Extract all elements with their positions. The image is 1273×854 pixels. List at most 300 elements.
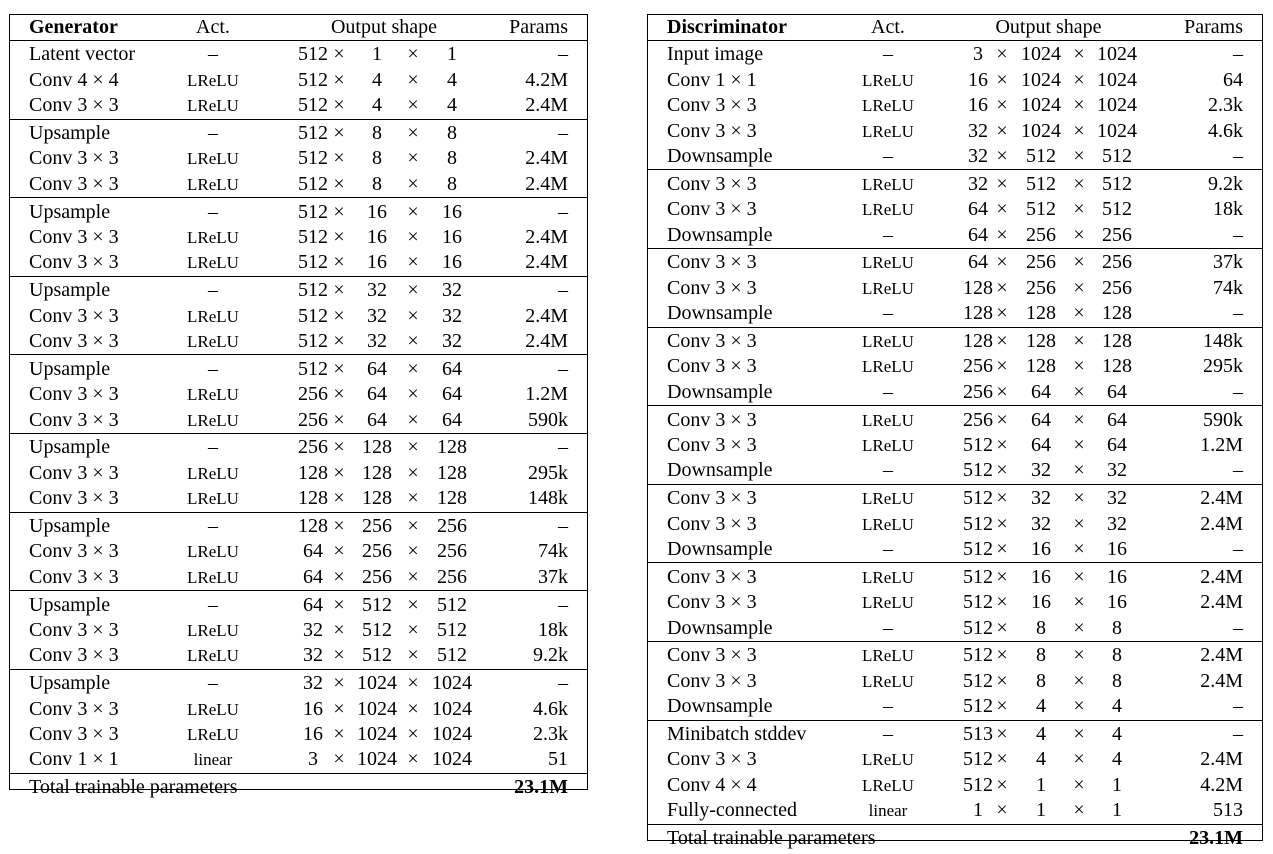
times-symbol: × bbox=[1073, 302, 1085, 325]
times-symbol: × bbox=[1073, 459, 1085, 482]
activation: LReLU bbox=[862, 489, 914, 509]
params-value: 74k bbox=[538, 540, 568, 563]
layer-name: Conv 3 × 3 bbox=[29, 172, 119, 195]
layer-name: Upsample bbox=[29, 279, 111, 302]
params-value: – bbox=[1233, 538, 1243, 560]
table-row bbox=[10, 304, 587, 329]
table-row bbox=[648, 276, 1262, 301]
table-row bbox=[10, 697, 587, 722]
shape-height: 1024 bbox=[357, 697, 397, 720]
group-rule bbox=[10, 40, 587, 41]
shape-channels: 512 bbox=[298, 122, 328, 144]
activation: linear bbox=[193, 750, 233, 770]
shape-height: 1024 bbox=[1021, 119, 1061, 142]
params-value: 2.4M bbox=[525, 147, 568, 170]
table-row bbox=[648, 669, 1262, 694]
table-row bbox=[648, 565, 1262, 590]
times-symbol: × bbox=[333, 515, 345, 537]
table-row bbox=[10, 121, 587, 146]
params-value: – bbox=[1233, 145, 1243, 167]
shape-height: 256 bbox=[362, 540, 392, 563]
shape-width: 64 bbox=[1107, 434, 1127, 456]
times-symbol: × bbox=[407, 540, 419, 563]
shape-channels: 512 bbox=[298, 226, 328, 248]
activation: LReLU bbox=[187, 621, 239, 640]
times-symbol: × bbox=[1073, 565, 1085, 588]
activation: LReLU bbox=[862, 436, 914, 455]
shape-height: 16 bbox=[367, 251, 387, 274]
params-value: 74k bbox=[1213, 276, 1243, 299]
shape-height: 512 bbox=[1026, 145, 1056, 167]
shape-channels: 64 bbox=[968, 198, 988, 221]
shape-width: 128 bbox=[437, 487, 467, 510]
shape-height: 8 bbox=[372, 122, 382, 144]
params-value: 64 bbox=[1223, 68, 1243, 91]
total-value: 23.1M bbox=[1189, 826, 1243, 849]
layer-name: Conv 3 × 3 bbox=[29, 461, 119, 484]
layer-name: Conv 1 × 1 bbox=[29, 748, 119, 771]
times-symbol: × bbox=[333, 357, 345, 380]
table-row bbox=[648, 93, 1262, 118]
times-symbol: × bbox=[996, 355, 1008, 378]
activation: – bbox=[883, 145, 893, 167]
shape-width: 1 bbox=[1112, 773, 1122, 796]
shape-height: 64 bbox=[367, 357, 387, 380]
params-value: – bbox=[1233, 302, 1243, 325]
group-rule bbox=[648, 169, 1262, 170]
times-symbol: × bbox=[407, 593, 419, 616]
times-symbol: × bbox=[1073, 512, 1085, 535]
times-symbol: × bbox=[1073, 276, 1085, 299]
layer-name: Downsample bbox=[667, 223, 773, 246]
params-value: 2.4M bbox=[525, 226, 568, 248]
times-symbol: × bbox=[1073, 644, 1085, 667]
activation: LReLU bbox=[862, 750, 914, 770]
table-row bbox=[648, 537, 1262, 562]
shape-height: 1024 bbox=[1021, 68, 1061, 91]
times-symbol: × bbox=[1073, 591, 1085, 614]
header-act: Act. bbox=[196, 16, 230, 38]
shape-width: 512 bbox=[1102, 172, 1132, 195]
activation: LReLU bbox=[862, 174, 914, 194]
total-label: Total trainable parameters bbox=[667, 826, 876, 849]
shape-width: 4 bbox=[1112, 723, 1122, 745]
table-row bbox=[648, 68, 1262, 93]
table-row bbox=[648, 433, 1262, 458]
params-value: 2.4M bbox=[1200, 591, 1243, 614]
shape-height: 16 bbox=[367, 200, 387, 223]
activation: LReLU bbox=[187, 463, 239, 483]
params-value: 9.2k bbox=[1208, 172, 1243, 195]
shape-width: 1 bbox=[447, 43, 457, 66]
table-row bbox=[648, 694, 1262, 719]
shape-width: 256 bbox=[437, 540, 467, 563]
shape-channels: 513 bbox=[963, 723, 993, 745]
shape-width: 512 bbox=[437, 619, 467, 641]
total-rule bbox=[10, 773, 587, 774]
shape-width: 1024 bbox=[1097, 43, 1137, 66]
generator-table bbox=[9, 14, 588, 798]
shape-channels: 256 bbox=[963, 380, 993, 403]
activation: – bbox=[883, 43, 893, 66]
times-symbol: × bbox=[1073, 119, 1085, 142]
shape-channels: 512 bbox=[298, 357, 328, 380]
table-row bbox=[648, 119, 1262, 144]
activation: – bbox=[208, 515, 218, 537]
layer-name: Downsample bbox=[667, 302, 773, 325]
times-symbol: × bbox=[1073, 68, 1085, 91]
shape-channels: 256 bbox=[963, 408, 993, 431]
activation: – bbox=[208, 279, 218, 302]
shape-height: 256 bbox=[1026, 276, 1056, 299]
shape-channels: 32 bbox=[303, 644, 323, 667]
activation: LReLU bbox=[187, 332, 239, 351]
times-symbol: × bbox=[996, 565, 1008, 588]
layer-name: Conv 3 × 3 bbox=[29, 644, 119, 667]
shape-channels: 256 bbox=[298, 408, 328, 431]
layer-name: Conv 3 × 3 bbox=[667, 330, 757, 352]
times-symbol: × bbox=[333, 330, 345, 352]
table-row bbox=[10, 146, 587, 171]
times-symbol: × bbox=[407, 304, 419, 327]
times-symbol: × bbox=[407, 251, 419, 274]
shape-channels: 512 bbox=[298, 200, 328, 223]
table-row bbox=[648, 197, 1262, 222]
times-symbol: × bbox=[333, 251, 345, 274]
params-value: – bbox=[1233, 380, 1243, 403]
header-row bbox=[648, 15, 1262, 40]
shape-width: 1024 bbox=[432, 672, 472, 695]
activation: LReLU bbox=[862, 278, 914, 298]
layer-name: Conv 3 × 3 bbox=[667, 487, 757, 510]
shape-height: 32 bbox=[367, 304, 387, 327]
params-value: 2.4M bbox=[525, 94, 568, 117]
times-symbol: × bbox=[333, 304, 345, 327]
times-symbol: × bbox=[996, 145, 1008, 167]
shape-height: 256 bbox=[1026, 223, 1056, 246]
layer-name: Conv 3 × 3 bbox=[29, 619, 119, 641]
params-value: 4.6k bbox=[1208, 119, 1243, 142]
times-symbol: × bbox=[333, 43, 345, 66]
shape-channels: 512 bbox=[963, 434, 993, 456]
times-symbol: × bbox=[333, 383, 345, 406]
times-symbol: × bbox=[1073, 799, 1085, 822]
shape-height: 1024 bbox=[1021, 94, 1061, 117]
layer-name: Conv 3 × 3 bbox=[29, 723, 119, 745]
table-row bbox=[10, 93, 587, 118]
activation: LReLU bbox=[187, 489, 239, 509]
table-row bbox=[648, 301, 1262, 326]
shape-height: 128 bbox=[1026, 302, 1056, 325]
times-symbol: × bbox=[407, 461, 419, 484]
layer-name: Input image bbox=[667, 43, 764, 66]
header-params: Params bbox=[509, 16, 568, 38]
shape-height: 4 bbox=[1036, 723, 1046, 745]
shape-width: 256 bbox=[1102, 223, 1132, 246]
shape-height: 1024 bbox=[1021, 43, 1061, 66]
layer-name: Latent vector bbox=[29, 43, 136, 66]
activation: – bbox=[883, 616, 893, 639]
layer-name: Conv 3 × 3 bbox=[29, 330, 119, 352]
activation: – bbox=[208, 672, 218, 695]
layer-name: Conv 3 × 3 bbox=[29, 487, 119, 510]
times-symbol: × bbox=[1073, 172, 1085, 195]
shape-width: 4 bbox=[447, 94, 457, 117]
shape-width: 16 bbox=[442, 251, 462, 274]
shape-channels: 512 bbox=[963, 538, 993, 560]
activation: LReLU bbox=[187, 410, 239, 430]
shape-width: 16 bbox=[1107, 538, 1127, 560]
times-symbol: × bbox=[996, 223, 1008, 246]
layer-name: Downsample bbox=[667, 538, 773, 560]
shape-channels: 512 bbox=[298, 330, 328, 352]
times-symbol: × bbox=[996, 276, 1008, 299]
params-value: 2.4M bbox=[525, 304, 568, 327]
shape-channels: 512 bbox=[963, 565, 993, 588]
shape-width: 128 bbox=[1102, 302, 1132, 325]
times-symbol: × bbox=[407, 619, 419, 641]
params-value: 295k bbox=[1203, 355, 1243, 378]
layer-name: Conv 3 × 3 bbox=[29, 383, 119, 406]
table-row bbox=[10, 565, 587, 590]
layer-name: Conv 3 × 3 bbox=[29, 147, 119, 170]
shape-width: 256 bbox=[437, 565, 467, 588]
table-row bbox=[648, 616, 1262, 641]
table-row bbox=[648, 42, 1262, 67]
times-symbol: × bbox=[996, 773, 1008, 796]
shape-width: 512 bbox=[1102, 145, 1132, 167]
shape-width: 512 bbox=[437, 644, 467, 667]
shape-width: 64 bbox=[1107, 408, 1127, 431]
params-value: – bbox=[1233, 223, 1243, 246]
activation: – bbox=[208, 122, 218, 144]
times-symbol: × bbox=[407, 200, 419, 223]
shape-height: 32 bbox=[1031, 459, 1051, 482]
shape-channels: 512 bbox=[963, 512, 993, 535]
times-symbol: × bbox=[333, 461, 345, 484]
group-rule bbox=[10, 590, 587, 591]
table-row bbox=[10, 278, 587, 303]
times-symbol: × bbox=[333, 540, 345, 563]
times-symbol: × bbox=[407, 147, 419, 170]
params-value: – bbox=[558, 436, 568, 459]
shape-width: 32 bbox=[442, 279, 462, 302]
times-symbol: × bbox=[996, 644, 1008, 667]
params-value: 513 bbox=[1213, 799, 1243, 822]
shape-height: 1 bbox=[372, 43, 382, 66]
shape-channels: 16 bbox=[968, 94, 988, 117]
table-row bbox=[648, 458, 1262, 483]
times-symbol: × bbox=[333, 172, 345, 195]
shape-height: 8 bbox=[1036, 644, 1046, 667]
header-shape: Output shape bbox=[995, 16, 1102, 38]
shape-width: 8 bbox=[1112, 669, 1122, 692]
params-value: 2.3k bbox=[1208, 94, 1243, 117]
activation: LReLU bbox=[862, 410, 914, 430]
times-symbol: × bbox=[1073, 380, 1085, 403]
table-row bbox=[648, 172, 1262, 197]
shape-height: 512 bbox=[362, 644, 392, 667]
shape-width: 16 bbox=[1107, 565, 1127, 588]
layer-name: Conv 4 × 4 bbox=[667, 773, 757, 796]
times-symbol: × bbox=[333, 748, 345, 771]
times-symbol: × bbox=[407, 122, 419, 144]
params-value: 18k bbox=[1213, 198, 1243, 221]
shape-width: 1024 bbox=[1097, 94, 1137, 117]
shape-channels: 32 bbox=[303, 619, 323, 641]
layer-name: Conv 3 × 3 bbox=[667, 355, 757, 378]
activation: LReLU bbox=[862, 775, 914, 795]
times-symbol: × bbox=[996, 172, 1008, 195]
layer-name: Conv 3 × 3 bbox=[29, 408, 119, 431]
layer-name: Conv 1 × 1 bbox=[667, 68, 757, 91]
shape-height: 32 bbox=[367, 330, 387, 352]
total-rule bbox=[648, 824, 1262, 825]
times-symbol: × bbox=[996, 695, 1008, 718]
times-symbol: × bbox=[333, 122, 345, 144]
shape-channels: 3 bbox=[308, 748, 318, 771]
shape-channels: 512 bbox=[963, 459, 993, 482]
times-symbol: × bbox=[1073, 94, 1085, 117]
table-row bbox=[10, 329, 587, 354]
activation: LReLU bbox=[862, 567, 914, 587]
shape-height: 8 bbox=[1036, 616, 1046, 639]
shape-width: 128 bbox=[437, 461, 467, 484]
params-value: – bbox=[558, 122, 568, 144]
params-value: 295k bbox=[528, 461, 568, 484]
shape-channels: 32 bbox=[968, 119, 988, 142]
times-symbol: × bbox=[1073, 408, 1085, 431]
times-symbol: × bbox=[333, 279, 345, 302]
shape-width: 1024 bbox=[432, 697, 472, 720]
activation: LReLU bbox=[187, 542, 239, 562]
times-symbol: × bbox=[1073, 330, 1085, 352]
layer-name: Conv 3 × 3 bbox=[29, 226, 119, 248]
times-symbol: × bbox=[1073, 487, 1085, 510]
table-row bbox=[648, 144, 1262, 169]
shape-channels: 1 bbox=[973, 799, 983, 822]
shape-height: 64 bbox=[1031, 434, 1051, 456]
params-value: 1.2M bbox=[525, 383, 568, 406]
shape-height: 128 bbox=[362, 461, 392, 484]
shape-height: 32 bbox=[1031, 512, 1051, 535]
shape-channels: 128 bbox=[963, 330, 993, 352]
shape-height: 256 bbox=[1026, 251, 1056, 274]
params-value: – bbox=[558, 43, 568, 66]
table-row bbox=[648, 354, 1262, 379]
times-symbol: × bbox=[996, 43, 1008, 66]
times-symbol: × bbox=[333, 68, 345, 91]
shape-height: 1024 bbox=[357, 723, 397, 745]
params-value: – bbox=[1233, 459, 1243, 482]
params-value: 1.2M bbox=[1200, 434, 1243, 456]
activation: – bbox=[883, 459, 893, 482]
table-row bbox=[10, 172, 587, 197]
shape-height: 4 bbox=[1036, 695, 1046, 718]
activation: LReLU bbox=[187, 149, 239, 169]
layer-name: Upsample bbox=[29, 436, 111, 459]
activation: LReLU bbox=[187, 253, 239, 273]
params-value: 2.4M bbox=[525, 330, 568, 352]
table-row bbox=[648, 773, 1262, 798]
times-symbol: × bbox=[996, 459, 1008, 482]
times-symbol: × bbox=[407, 697, 419, 720]
table-row bbox=[648, 250, 1262, 275]
layer-name: Conv 3 × 3 bbox=[667, 198, 757, 221]
activation: – bbox=[208, 593, 218, 616]
table-row bbox=[648, 512, 1262, 537]
params-value: 37k bbox=[538, 565, 568, 588]
layer-name: Conv 3 × 3 bbox=[29, 251, 119, 274]
times-symbol: × bbox=[996, 723, 1008, 745]
activation: – bbox=[208, 436, 218, 459]
times-symbol: × bbox=[407, 383, 419, 406]
params-value: 9.2k bbox=[533, 644, 568, 667]
table-row bbox=[10, 722, 587, 747]
shape-height: 8 bbox=[1036, 669, 1046, 692]
layer-name: Conv 3 × 3 bbox=[29, 565, 119, 588]
shape-channels: 512 bbox=[298, 43, 328, 66]
table-row bbox=[648, 223, 1262, 248]
table-row bbox=[648, 722, 1262, 747]
times-symbol: × bbox=[1073, 669, 1085, 692]
params-value: – bbox=[558, 279, 568, 302]
table-row bbox=[648, 380, 1262, 405]
table-row bbox=[10, 408, 587, 433]
shape-channels: 16 bbox=[968, 68, 988, 91]
table-row bbox=[10, 618, 587, 643]
times-symbol: × bbox=[333, 593, 345, 616]
layer-name: Fully-connected bbox=[667, 799, 797, 822]
params-value: 4.2M bbox=[525, 68, 568, 91]
shape-channels: 128 bbox=[298, 487, 328, 510]
shape-height: 64 bbox=[1031, 380, 1051, 403]
shape-channels: 512 bbox=[963, 644, 993, 667]
table-row bbox=[10, 747, 587, 772]
table-row bbox=[648, 643, 1262, 668]
layer-name: Conv 3 × 3 bbox=[667, 94, 757, 117]
shape-width: 64 bbox=[442, 408, 462, 431]
params-value: 2.3k bbox=[533, 723, 568, 745]
activation: LReLU bbox=[862, 200, 914, 220]
params-value: 2.4M bbox=[525, 172, 568, 195]
group-rule bbox=[10, 197, 587, 198]
shape-width: 1024 bbox=[432, 748, 472, 771]
times-symbol: × bbox=[333, 672, 345, 695]
shape-height: 4 bbox=[1036, 748, 1046, 771]
shape-channels: 512 bbox=[298, 68, 328, 91]
shape-channels: 128 bbox=[298, 515, 328, 537]
times-symbol: × bbox=[1073, 355, 1085, 378]
shape-channels: 512 bbox=[298, 147, 328, 170]
times-symbol: × bbox=[407, 644, 419, 667]
times-symbol: × bbox=[333, 619, 345, 641]
shape-width: 256 bbox=[1102, 251, 1132, 274]
total-row bbox=[648, 826, 1262, 851]
activation: LReLU bbox=[862, 96, 914, 116]
times-symbol: × bbox=[407, 68, 419, 91]
layer-name: Conv 3 × 3 bbox=[667, 276, 757, 299]
times-symbol: × bbox=[333, 644, 345, 667]
group-rule bbox=[648, 327, 1262, 328]
times-symbol: × bbox=[996, 380, 1008, 403]
shape-channels: 64 bbox=[303, 593, 323, 616]
shape-channels: 512 bbox=[963, 591, 993, 614]
table-row bbox=[10, 357, 587, 382]
table-row bbox=[10, 539, 587, 564]
group-rule bbox=[10, 119, 587, 120]
group-rule bbox=[648, 40, 1262, 41]
